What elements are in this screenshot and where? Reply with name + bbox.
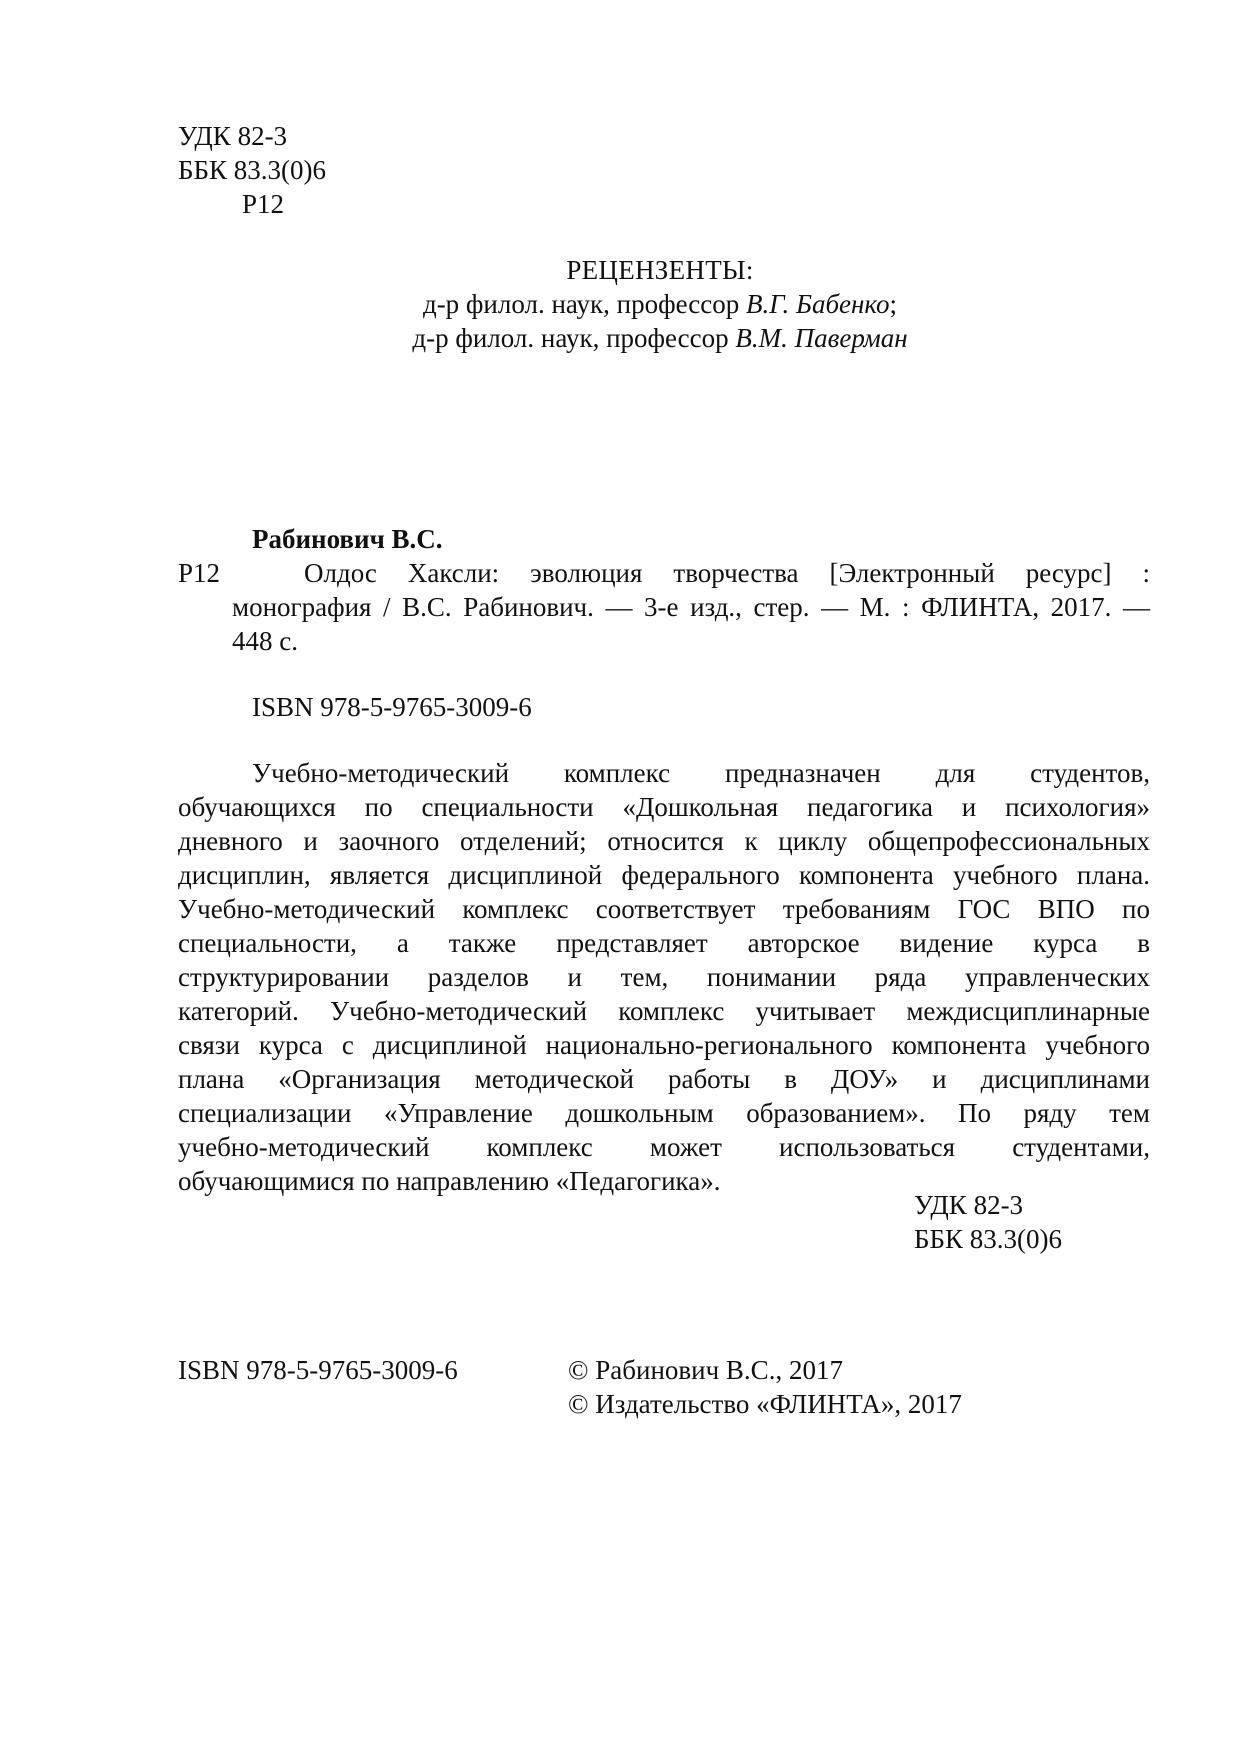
annotation-line: дисциплин, является дисциплиной федерального компонента учебного плана. bbox=[178, 860, 1150, 890]
reviewer-1-suffix: ; bbox=[889, 289, 898, 319]
reviewer-2 bbox=[0, 321, 1241, 355]
isbn-footer: ISBN 978-5-9765-3009-6 bbox=[178, 1355, 458, 1385]
annotation-line: обучающимися по направлению «Педагогика». bbox=[178, 1166, 721, 1196]
bbk-code: ББК 83.3(0)6 bbox=[178, 155, 326, 185]
classification-codes-right bbox=[914, 1188, 1062, 1256]
annotation-line: Учебно-методический комплекс соответствует требованиям ГОС ВПО по bbox=[178, 894, 1150, 924]
annotation-paragraph bbox=[178, 756, 1150, 1198]
annotation-line: Учебно-методический комплекс предназначен для студентов, bbox=[252, 758, 1150, 788]
biblio-author-sign: Р12 bbox=[178, 558, 221, 588]
top-classification-block bbox=[178, 119, 326, 221]
annotation-line: обучающихся по специальности «Дошкольная педагогика и психология» bbox=[178, 792, 1150, 822]
udk-code-right: УДК 82-3 bbox=[914, 1190, 1024, 1220]
biblio-line-1: Олдос Хаксли: эволюция творчества [Электронный ресурс] : bbox=[304, 558, 1150, 588]
annotation-line: специализации «Управление дошкольным образованием». По ряду тем bbox=[178, 1098, 1150, 1128]
reviewers-heading: РЕЦЕНЗЕНТЫ: bbox=[566, 255, 754, 285]
copyright-publisher: © Издательство «ФЛИНТА», 2017 bbox=[568, 1389, 962, 1419]
udk-code: УДК 82-3 bbox=[178, 121, 288, 151]
reviewer-1 bbox=[0, 287, 1241, 321]
biblio-line-2: монография / В.С. Рабинович. — 3-е изд., стер. — М. : ФЛИНТА, 2017. — bbox=[232, 592, 1150, 622]
copyright-block bbox=[568, 1353, 962, 1421]
annotation-line: структурировании разделов и тем, понимании ряда управленческих bbox=[178, 962, 1150, 992]
annotation-line: связи курса с дисциплиной национально-регионального компонента учебного bbox=[178, 1030, 1150, 1060]
annotation-line: специальности, а также представляет авторское видение курса в bbox=[178, 928, 1150, 958]
annotation-line: учебно-методический комплекс может использоваться студентами, bbox=[178, 1132, 1150, 1162]
bbk-code-right: ББК 83.3(0)6 bbox=[914, 1224, 1062, 1254]
annotation-line: плана «Организация методической работы в ДОУ» и дисциплинами bbox=[178, 1064, 1150, 1094]
reviewer-1-title: д-р филол. наук, профессор bbox=[422, 289, 746, 319]
biblio-author: Рабинович В.С. bbox=[252, 524, 443, 554]
reviewer-2-name: В.М. Паверман bbox=[735, 323, 908, 353]
copyright-author: © Рабинович В.С., 2017 bbox=[568, 1355, 843, 1385]
reviewer-2-title: д-р филол. наук, профессор bbox=[412, 323, 736, 353]
reviewer-1-name: В.Г. Бабенко bbox=[745, 289, 890, 319]
isbn-mid: ISBN 978-5-9765-3009-6 bbox=[252, 692, 532, 722]
author-sign: Р12 bbox=[242, 189, 285, 219]
annotation-line: категорий. Учебно-методический комплекс учитывает междисциплинарные bbox=[178, 996, 1150, 1026]
annotation-line: дневного и заочного отделений; относится к циклу общепрофессиональных bbox=[178, 826, 1150, 856]
biblio-description bbox=[232, 556, 1150, 658]
biblio-line-3: 448 с. bbox=[232, 626, 298, 656]
reviewers-block bbox=[0, 253, 1241, 355]
